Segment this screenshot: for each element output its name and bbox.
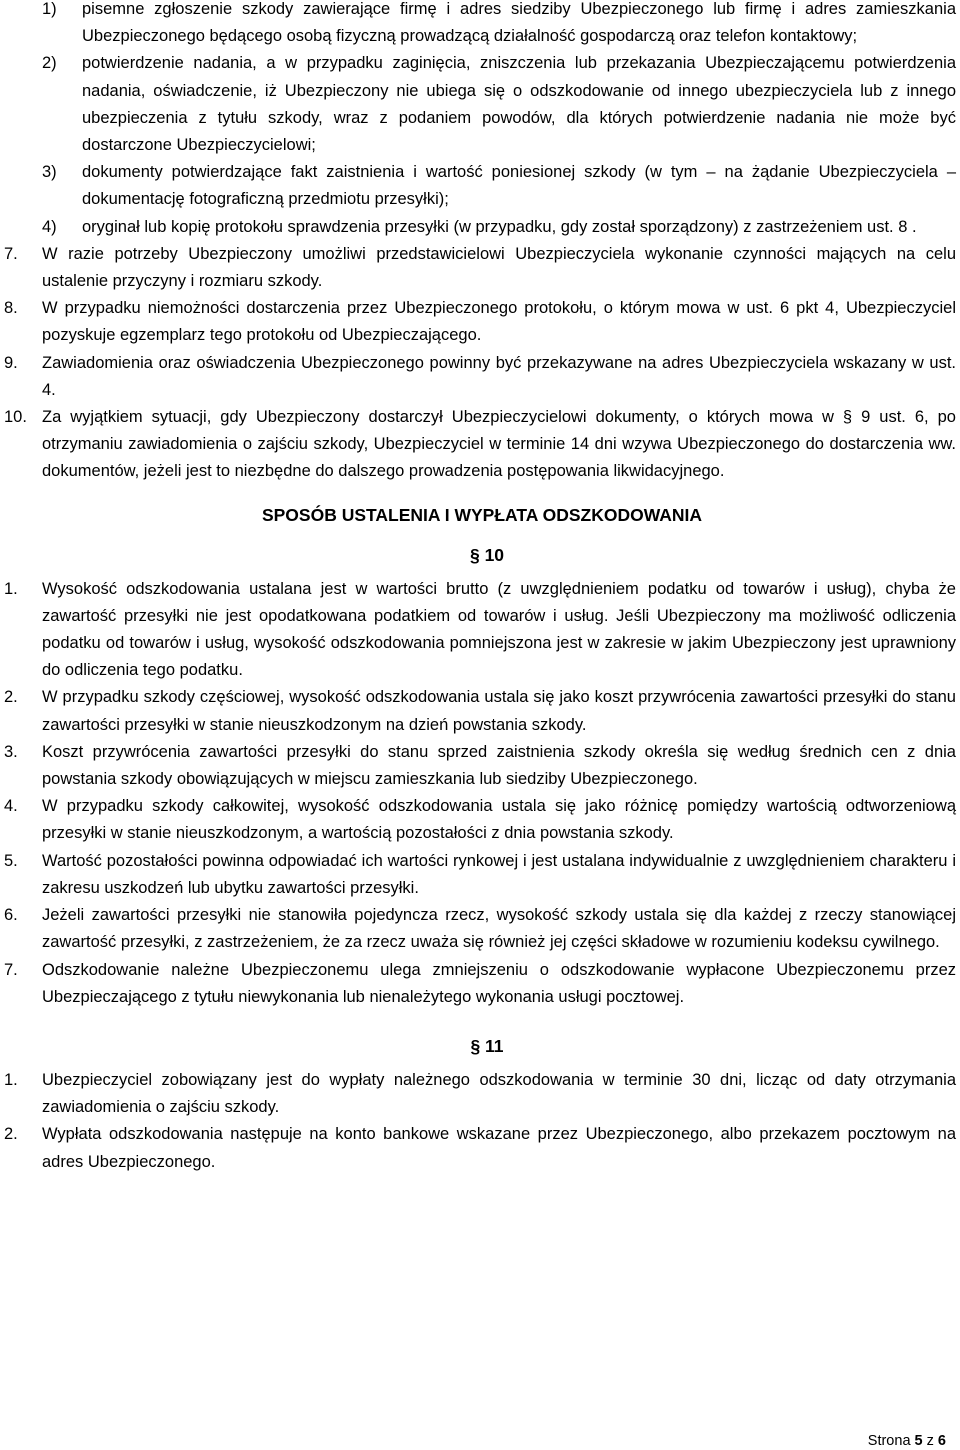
- item-text: Wartość pozostałości powinna odpowiadać ich wartości rynkowej i jest ustalana indywidualnie z uwzględnieniem charakteru i zakresu uszkodzeń lub ubytku zawartości przesyłki.: [42, 851, 956, 897]
- item-number: 1.: [4, 579, 18, 598]
- item-text: Koszt przywrócenia zawartości przesyłki do stanu sprzed zaistnienia szkody określa się według średnich cen z dnia powstania szkody obowiązujących w miejscu zamieszkania lub siedziby Ubezpieczonego.: [42, 742, 956, 789]
- item-number: 5.: [4, 851, 18, 870]
- list-item: [4, 350, 956, 404]
- numbered-list-top: [0, 241, 960, 486]
- subitem: [42, 0, 956, 50]
- page-footer: [868, 1432, 946, 1450]
- subitem: [42, 159, 956, 213]
- list-item: [4, 739, 956, 793]
- list-item: [4, 848, 956, 902]
- list-item: [4, 1121, 956, 1175]
- item-text: Wypłata odszkodowania następuje na konto bankowe wskazane przez Ubezpieczonego, albo przekazem pocztowym na adres Ubezpieczonego.: [42, 1125, 956, 1171]
- item-text: W przypadku szkody częściowej, wysokość odszkodowania ustala się jako koszt przywrócenia zawartości przesyłki do stanu zawartości przesyłki w stanie nieuszkodzonym na dzień powstania szkody.: [42, 688, 956, 734]
- list-item: [4, 404, 956, 486]
- subitem: [42, 214, 956, 241]
- item-number: 2.: [4, 688, 18, 707]
- footer-prefix: Strona: [867, 1433, 915, 1449]
- item-number: 8.: [4, 299, 18, 318]
- item-text: Za wyjątkiem sytuacji, gdy Ubezpieczony dostarczył Ubezpieczycielowi dokumenty, o których mowa w § 9 ust. 6, po otrzymaniu zawiadomienia o zajściu szkody, Ubezpieczyciel w terminie 14 dni wzywa Ubezpieczonego do dostarczenia ww. dokumentów, jeżeli jest to niezbędne do dalszego prowadzenia postępowania likwidacyjnego.: [42, 408, 956, 481]
- item-number: 10.: [4, 408, 27, 427]
- paragraph-10-title: § 10: [469, 544, 505, 565]
- item-text: Wysokość odszkodowania ustalana jest w wartości brutto (z uwzględnieniem podatku od towarów i usług), chyba że zawartość przesyłki nie jest opodatkowana podatkiem od towarów i usług. Jeśli Ubezpieczony ma możliwość odliczenia podatku od towarów i usług, wysokość odszkodowania pomniejszona jest w zakresie w jakim Ubezpieczony jest uprawniony do odliczenia tego podatku.: [42, 579, 956, 680]
- item-number: 2.: [4, 1125, 18, 1144]
- list-item: [4, 576, 956, 685]
- item-number: 9.: [4, 353, 18, 372]
- item-number: 7.: [4, 244, 18, 263]
- subitem-number: 3): [42, 163, 57, 182]
- numbered-list-paragraph-10: [0, 576, 960, 1011]
- list-item: [4, 957, 956, 1011]
- item-text: W przypadku szkody całkowitej, wysokość odszkodowania ustala się jako różnicę pomiędzy wartością odtworzeniową przesyłki w stanie nieuszkodzonym, a wartością pozostałości z dnia powstania szkody.: [42, 797, 956, 843]
- item-number: 1.: [4, 1070, 18, 1089]
- subitem-text: pisemne zgłoszenie szkody zawierające firmę i adres siedziby Ubezpieczonego lub firmę i adres zamieszkania Ubezpieczonego będącego osobą fizyczną prowadzącą działalność gospodarczą oraz telefon kontaktowy;: [82, 0, 956, 46]
- subitem-number: 1): [42, 0, 57, 18]
- subitem-number: 4): [42, 217, 57, 236]
- list-item: [4, 793, 956, 847]
- paragraph-11-title: § 11: [470, 1035, 504, 1056]
- item-number: 3.: [4, 742, 18, 761]
- item-text: W razie potrzeby Ubezpieczony umożliwi przedstawicielowi Ubezpieczyciela wykonanie czynności mających na celu ustalenie przyczyny i rozmiaru szkody.: [42, 244, 956, 291]
- footer-total-pages: 6: [937, 1433, 946, 1449]
- list-item: [4, 902, 956, 956]
- subitem-number: 2): [42, 54, 57, 73]
- subitem-list: [0, 0, 960, 241]
- item-text: Jeżeli zawartości przesyłki nie stanowiła pojedyncza rzecz, wysokość szkody ustala się dla każdej z rzeczy stanowiącej zawartość przesyłki, z zastrzeżeniem, że za rzecz uważa się również jej części składowe w rozumieniu kodeksu cywilnego.: [42, 906, 956, 952]
- numbered-list-paragraph-11: [0, 1067, 960, 1176]
- subitem-text: dokumenty potwierdzające fakt zaistnienia i wartość poniesionej szkody (w tym – na żądanie Ubezpieczyciela – dokumentację fotograficzną przedmiotu przesyłki);: [82, 163, 956, 209]
- subitem: [42, 50, 956, 159]
- section-heading: SPOSÓB USTALENIA I WYPŁATA ODSZKODOWANIA: [261, 504, 703, 525]
- subitem-text: potwierdzenie nadania, a w przypadku zaginięcia, zniszczenia lub przekazania Ubezpieczającemu potwierdzenia nadania, oświadczenie, iż Ubezpieczony nie ubiega się o odszkodowanie od innego ubezpieczyciela lub z innego ubezpieczenia z tytułu szkody, wraz z podaniem powodów, dla których potwierdzenie nadania nie może być dostarczone Ubezpieczycielowi;: [82, 54, 956, 155]
- footer-separator: z: [922, 1433, 938, 1449]
- item-text: Odszkodowanie należne Ubezpieczonemu ulega zmniejszeniu o odszkodowanie wypłacone Ubezpieczonemu przez Ubezpieczającego z tytułu niewykonania lub nienależytego wykonania usługi pocztowej.: [42, 960, 956, 1006]
- item-number: 7.: [4, 960, 18, 979]
- item-text: W przypadku niemożności dostarczenia przez Ubezpieczonego protokołu, o którym mowa w ust. 6 pkt 4, Ubezpieczyciel pozyskuje egzemplarz tego protokołu od Ubezpieczającego.: [42, 299, 956, 345]
- item-number: 4.: [4, 797, 18, 816]
- subitem-text: oryginał lub kopię protokołu sprawdzenia przesyłki (w przypadku, gdy został sporządzony) z zastrzeżeniem ust. 8 .: [82, 217, 917, 236]
- list-item: [4, 1067, 956, 1121]
- list-item: [4, 241, 956, 295]
- footer-current-page: 5: [914, 1433, 923, 1449]
- item-number: 6.: [4, 906, 18, 925]
- list-item: [4, 295, 956, 349]
- item-text: Ubezpieczyciel zobowiązany jest do wypłaty należnego odszkodowania w terminie 30 dni, licząc od daty otrzymania zawiadomienia o zajściu szkody.: [42, 1070, 956, 1117]
- item-text: Zawiadomienia oraz oświadczenia Ubezpieczonego powinny być przekazywane na adres Ubezpieczyciela wskazany w ust. 4.: [42, 353, 956, 399]
- list-item: [4, 684, 956, 738]
